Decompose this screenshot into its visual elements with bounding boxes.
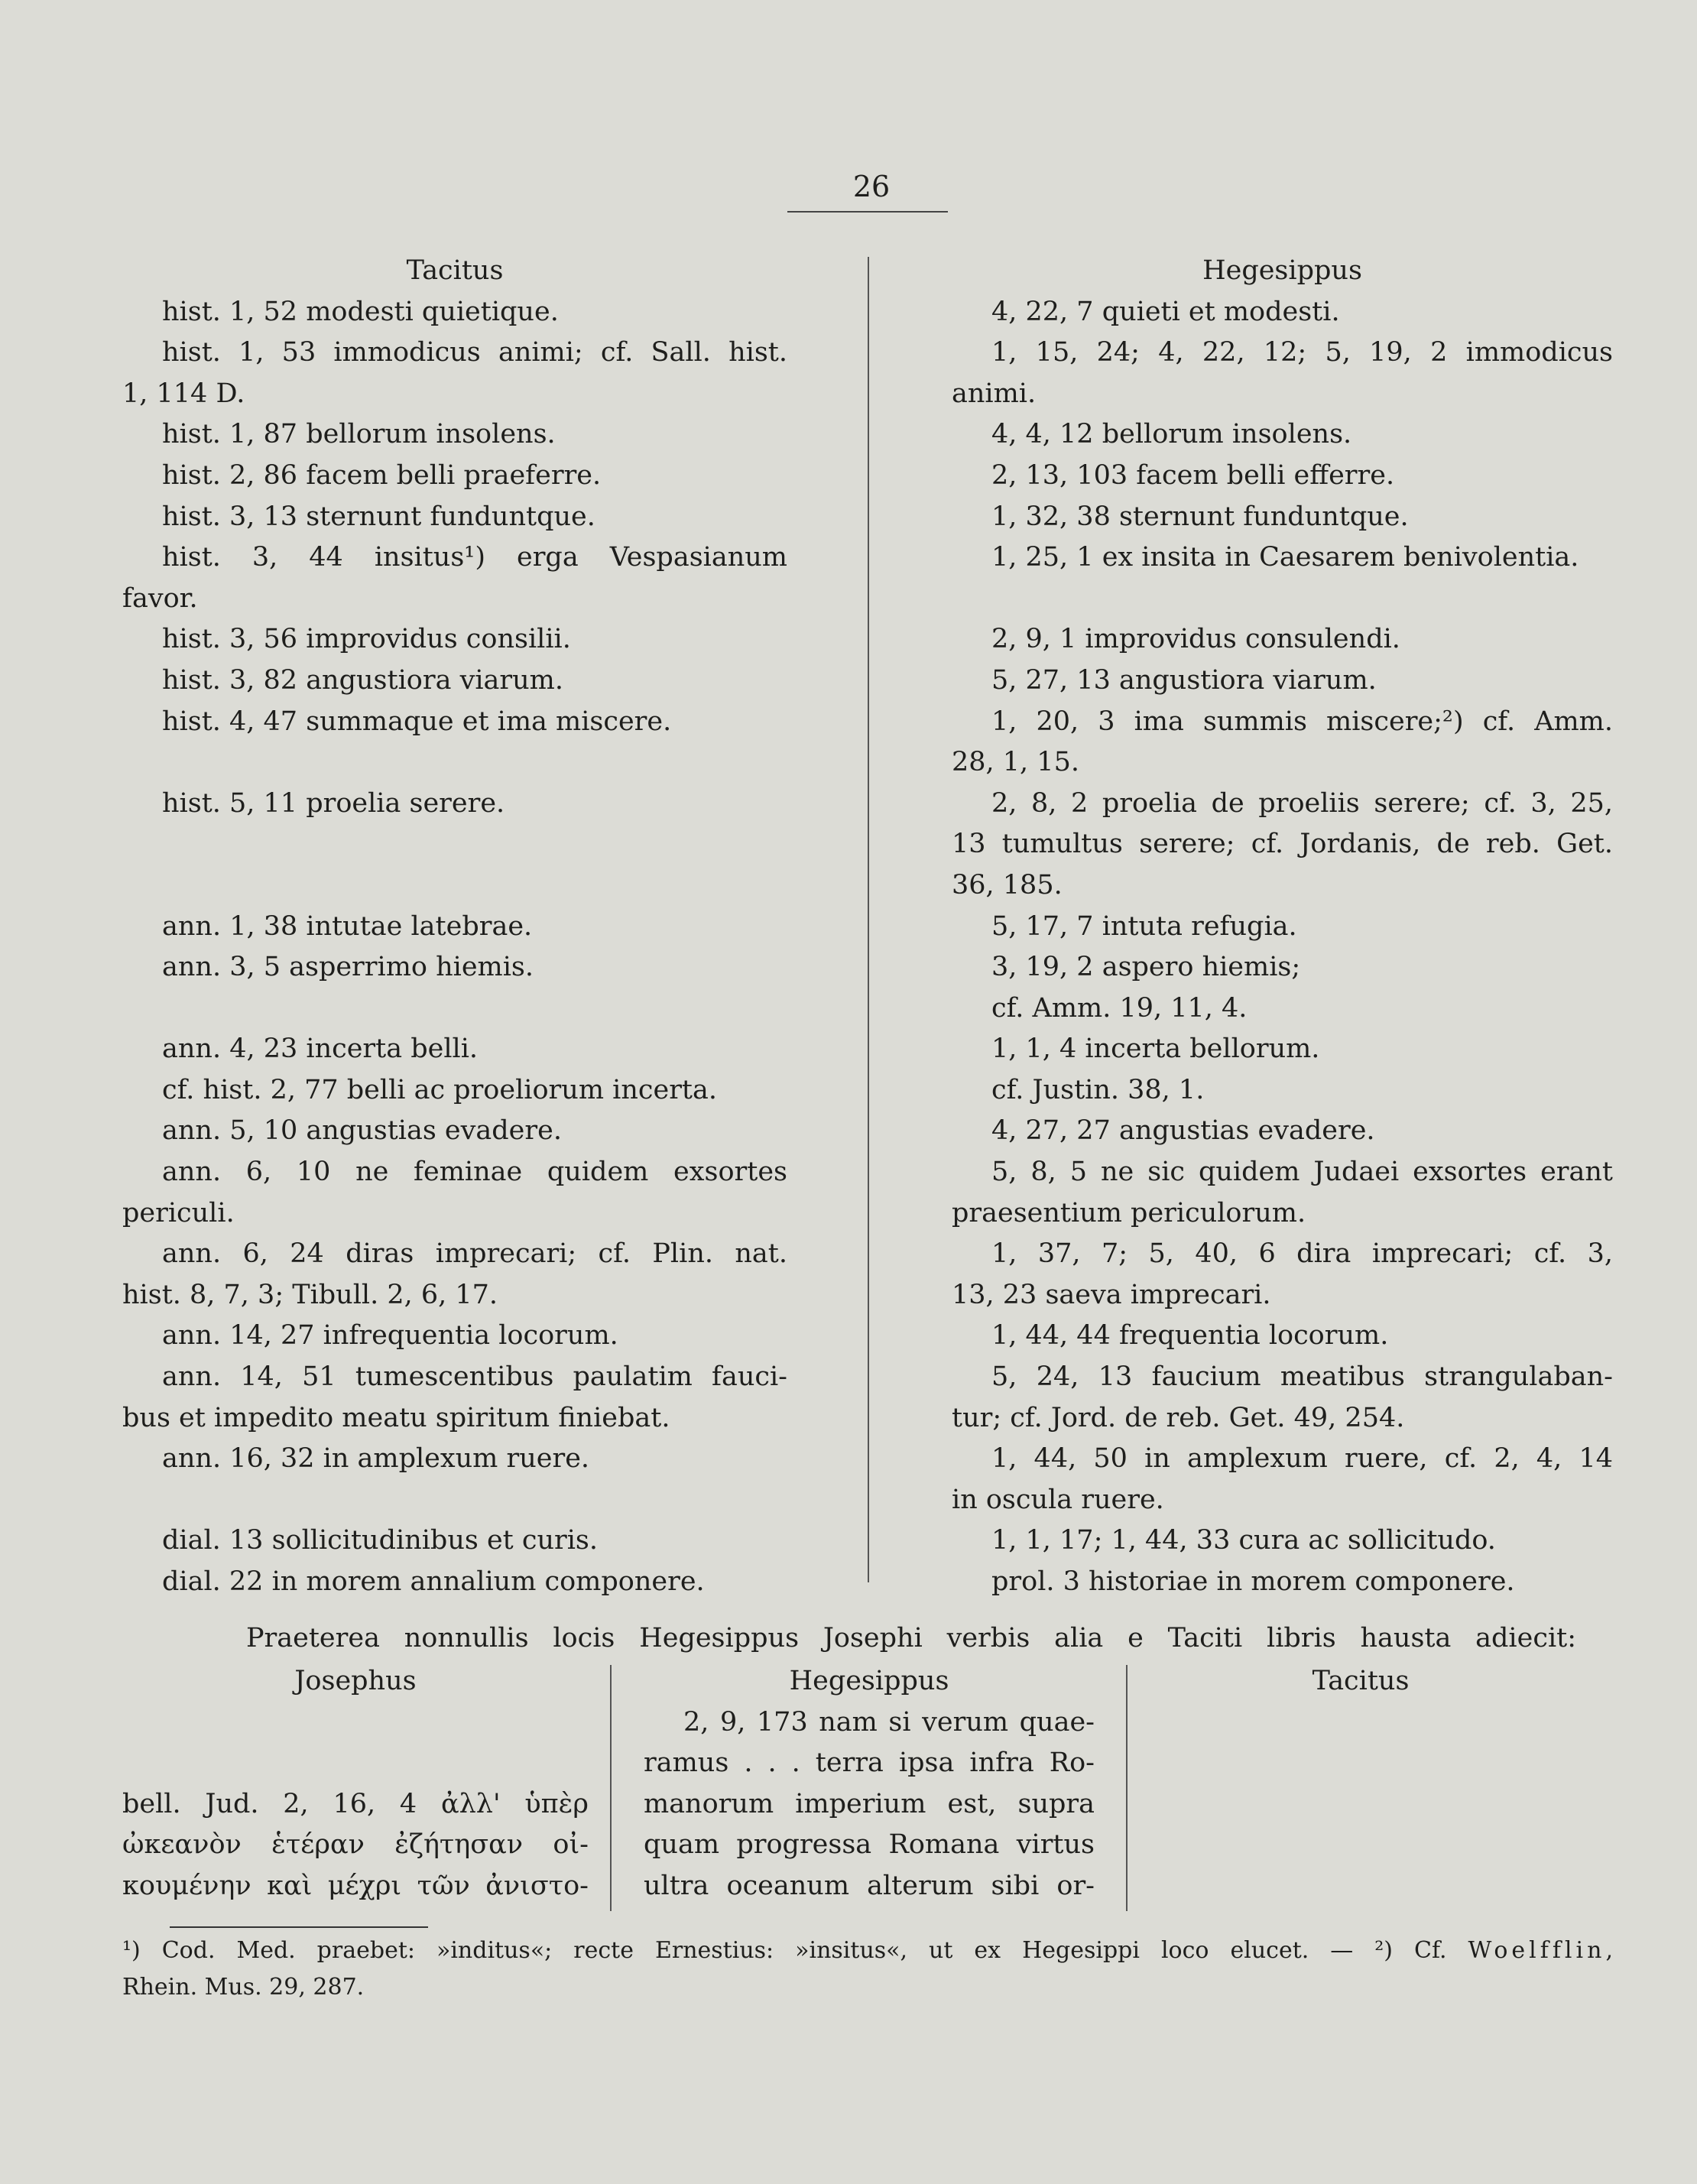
blank-line	[122, 824, 787, 865]
text-line: 1, 114 D.	[122, 378, 245, 409]
text-line: hist. 1, 87 bellorum insolens.	[162, 419, 556, 450]
header-rule	[787, 211, 948, 213]
column-divider	[1126, 1665, 1128, 1911]
text-line: 1, 15, 24; 4, 22, 12; 5, 19, 2 immodicus	[991, 337, 1613, 368]
tacitus-column	[122, 251, 787, 1603]
text-line: 1, 20, 3 ima summis miscere;²) cf. Amm.	[991, 706, 1613, 737]
text-line: cf. Justin. 38, 1.	[991, 1074, 1205, 1105]
text-line: hist. 3, 82 angustiora viarum.	[162, 664, 563, 696]
text-line: 4, 4, 12 bellorum insolens.	[991, 419, 1352, 450]
text-line: ann. 5, 10 angustias evadere.	[162, 1115, 562, 1147]
text-line: 1, 37, 7; 5, 40, 6 dira imprecari; cf. 3,	[991, 1238, 1613, 1270]
text-line: bell. Jud. 2, 16, 4 ἀλλ' ὑπὲρ	[122, 1788, 589, 1819]
text-line: periculi.	[122, 1197, 235, 1228]
column-divider	[868, 257, 869, 1582]
text-line: bus et impedito meatu spiritum finiebat.	[122, 1402, 670, 1433]
text-line: 28, 1, 15.	[952, 747, 1079, 778]
text-line: 1, 1, 4 incerta bellorum.	[991, 1034, 1320, 1065]
text-line: ann. 16, 32 in amplexum ruere.	[162, 1443, 590, 1475]
column-title: Josephus	[294, 1666, 417, 1696]
text-line: hist. 3, 44 insitus¹) erga Vespasianum	[162, 542, 787, 573]
text-line: dial. 22 in morem annalium componere.	[162, 1566, 705, 1597]
column-title: Hegesippus	[1202, 255, 1362, 286]
text-line: favor.	[122, 583, 198, 614]
text-line: prol. 3 historiae in morem componere.	[991, 1566, 1515, 1597]
text-line: quam progressa Romana virtus	[644, 1829, 1095, 1861]
blank-line	[122, 865, 787, 907]
footnote-line: Rhein. Mus. 29, 287.	[122, 1974, 365, 2001]
text-line: 4, 22, 7 quieti et modesti.	[991, 296, 1340, 327]
text-line: animi.	[952, 378, 1037, 409]
text-line: 2, 9, 173 nam si verum quae-	[683, 1706, 1095, 1738]
tacitus-lines	[122, 292, 787, 1603]
text-line: 5, 8, 5 ne sic quidem Judaei exsortes erant	[991, 1157, 1613, 1188]
text-line: hist. 1, 52 modesti quietique.	[162, 296, 559, 327]
text-line: 13, 23 saeva imprecari.	[952, 1279, 1271, 1310]
hegesippus-column	[952, 251, 1613, 1603]
text-line: 5, 27, 13 angustiora viarum.	[991, 664, 1377, 696]
text-line: 1, 44, 50 in amplexum ruere, cf. 2, 4, 14	[991, 1443, 1613, 1475]
intro-text: Praeterea nonnullis locis Hegesippus Josephi verbis alia e Taciti libris hausta adiecit:	[246, 1623, 1576, 1653]
column-divider	[610, 1665, 612, 1911]
text-line: 2, 8, 2 proelia de proeliis serere; cf. 3, 25,	[991, 787, 1613, 819]
blank-line	[122, 1480, 787, 1521]
footnote-rule	[170, 1926, 428, 1928]
text-line: 4, 27, 27 angustias evadere.	[991, 1115, 1375, 1147]
text-line: ann. 6, 10 ne feminae quidem exsortes	[162, 1157, 787, 1188]
text-line: hist. 5, 11 proelia serere.	[162, 787, 505, 819]
text-line: 1, 25, 1 ex insita in Caesarem benivolentia.	[991, 542, 1579, 573]
blank-line	[122, 742, 787, 784]
column-title: Hegesippus	[789, 1666, 949, 1696]
text-line: hist. 3, 13 sternunt funduntque.	[162, 501, 595, 532]
josephus-column	[122, 1660, 589, 1907]
text-line: cf. hist. 2, 77 belli ac proeliorum incerta.	[162, 1074, 717, 1105]
text-line: ultra oceanum alterum sibi or-	[644, 1870, 1095, 1901]
column-title: Tacitus	[1312, 1666, 1410, 1696]
text-line: ann. 14, 27 infrequentia locorum.	[162, 1320, 618, 1352]
text-line: 1, 44, 44 frequentia locorum.	[991, 1320, 1389, 1352]
text-line: κουμένην καὶ μέχρι τῶν ἀνιστο-	[122, 1870, 589, 1901]
text-line: 5, 24, 13 faucium meatibus strangulaban-	[991, 1361, 1613, 1393]
text-line: 36, 185.	[952, 869, 1063, 901]
text-line: hist. 8, 7, 3; Tibull. 2, 6, 17.	[122, 1279, 498, 1310]
text-line: ann. 14, 51 tumescentibus paulatim fauci-	[162, 1361, 787, 1393]
text-line: 2, 13, 103 facem belli efferre.	[991, 459, 1395, 491]
text-line: hist. 2, 86 facem belli praeferre.	[162, 459, 602, 491]
text-line: 1, 1, 17; 1, 44, 33 cura ac sollicitudo.	[991, 1525, 1496, 1556]
text-line: ann. 1, 38 intutae latebrae.	[162, 910, 533, 942]
text-line: ann. 6, 24 diras imprecari; cf. Plin. nat.	[162, 1238, 787, 1270]
column-title: Tacitus	[406, 255, 504, 286]
text-line: 13 tumultus serere; cf. Jordanis, de reb. Get.	[952, 829, 1613, 860]
text-line: ann. 3, 5 asperrimo hiemis.	[162, 952, 534, 983]
hegesippus-lines	[952, 292, 1613, 1603]
text-line: hist. 1, 53 immodicus animi; cf. Sall. hist.	[162, 337, 787, 368]
tacitus-bottom-column	[1131, 1660, 1590, 1702]
text-line: ann. 4, 23 incerta belli.	[162, 1034, 479, 1065]
text-line: manorum imperium est, supra	[644, 1788, 1095, 1819]
blank-line	[122, 988, 787, 1030]
josephus-lines	[122, 1702, 589, 1907]
text-line: 2, 9, 1 improvidus consulendi.	[991, 624, 1400, 655]
text-line: ὠκεανὸν ἑτέραν ἐζήτησαν οἰ-	[122, 1829, 589, 1861]
footnote-line: ¹) Cod. Med. praebet: »inditus«; recte Ernestius: »insitus«, ut ex Hegesippi loco elucet. — ²) Cf. Woelfflin,	[122, 1937, 1617, 1964]
text-line: cf. Amm. 19, 11, 4.	[991, 992, 1248, 1024]
hegesippus-bottom-lines	[644, 1702, 1095, 1907]
text-line: dial. 13 sollicitudinibus et curis.	[162, 1525, 599, 1556]
text-line: 5, 17, 7 intuta refugia.	[991, 910, 1297, 942]
text-line: praesentium periculorum.	[952, 1197, 1306, 1228]
text-line: in oscula ruere.	[952, 1484, 1164, 1515]
text-line: tur; cf. Jord. de reb. Get. 49, 254.	[952, 1402, 1405, 1433]
page-number: 26	[852, 170, 891, 203]
text-line: hist. 3, 56 improvidus consilii.	[162, 624, 571, 655]
text-line: 3, 19, 2 aspero hiemis;	[991, 952, 1301, 983]
text-line: ramus . . . terra ipsa infra Ro-	[644, 1748, 1095, 1779]
text-line: hist. 4, 47 summaque et ima miscere.	[162, 706, 672, 737]
blank-line	[122, 1702, 589, 1743]
blank-line	[122, 1742, 589, 1783]
blank-line	[952, 579, 1613, 620]
text-line: 1, 32, 38 sternunt funduntque.	[991, 501, 1409, 532]
hegesippus-bottom-column	[644, 1660, 1095, 1907]
footnotes	[122, 1932, 1617, 2006]
